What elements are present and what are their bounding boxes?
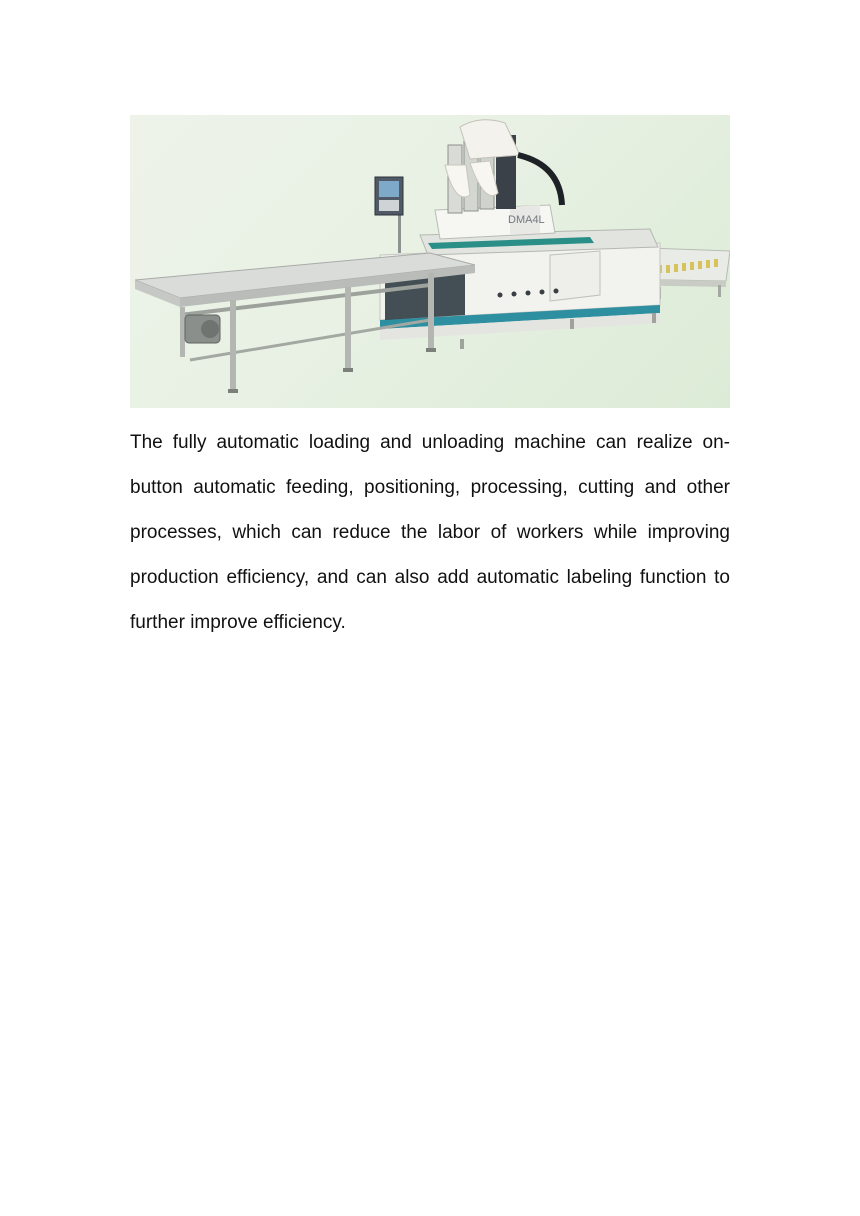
control-panel bbox=[375, 177, 403, 253]
model-label: DMA4L bbox=[508, 214, 545, 226]
cnc-machine-illustration bbox=[130, 115, 730, 408]
machine-photo bbox=[130, 115, 730, 408]
machine-body bbox=[380, 229, 660, 349]
caption-paragraph: The fully automatic loading and unloading machine can realize on-button automatic feeding, positioning, processing, cutting and other processes, which can reduce the labor of workers while improving production efficiency, and can also add automatic labeling function to further improve efficiency. bbox=[130, 432, 730, 633]
gantry bbox=[435, 120, 562, 239]
